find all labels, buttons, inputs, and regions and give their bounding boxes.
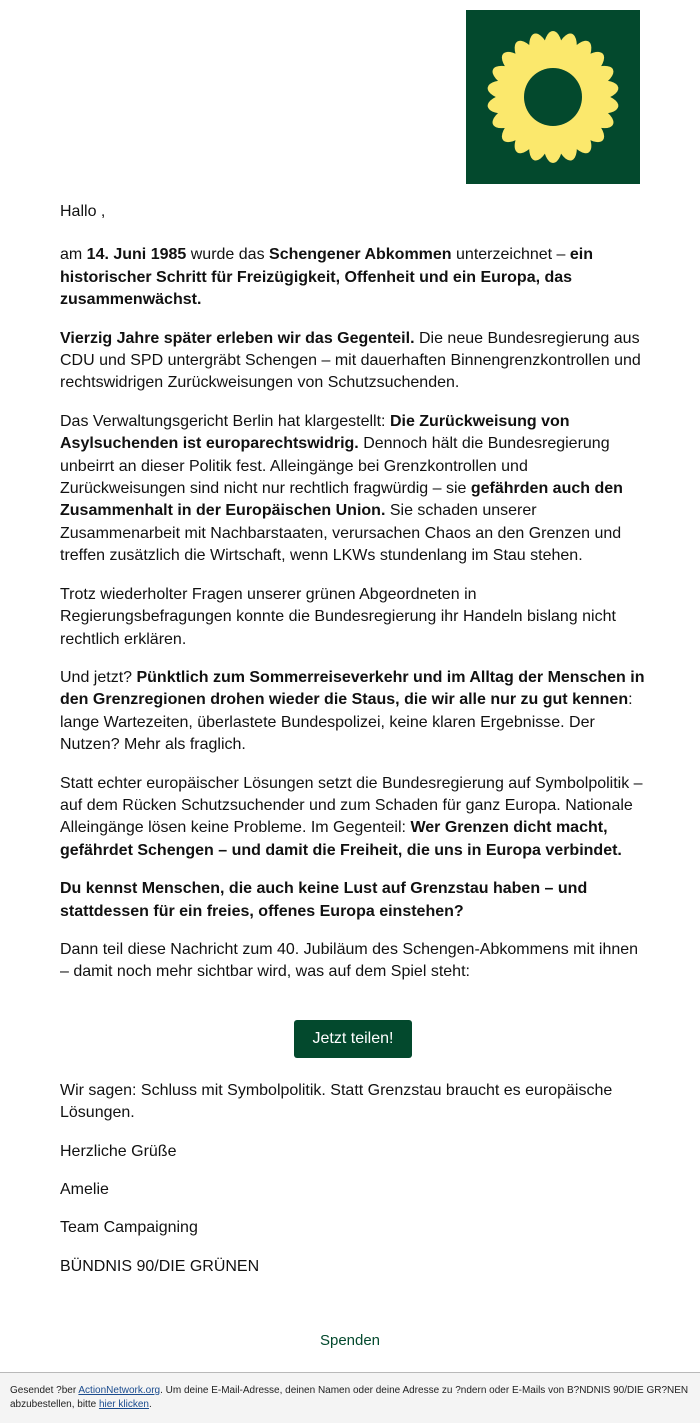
paragraph-7 xyxy=(60,878,646,923)
paragraph-7-emphasis: Du kennst Menschen, die auch keine Lust auf Grenzstau haben – und stattdessen für ein freies, offenes Europa einstehen? xyxy=(60,880,588,920)
email-body xyxy=(60,201,646,1294)
paragraph-1 xyxy=(60,244,646,311)
footer-text-2: . Um deine E-Mail-Adresse, deinen Namen oder deine Adresse zu ?ndern oder E-Mails von B?NDNIS 90/DIE GR?NEN abzubestellen, bitte xyxy=(10,1385,689,1410)
cta-container xyxy=(60,1020,646,1058)
greeting: Hallo , xyxy=(60,203,106,220)
paragraph-6-text: Statt echter europäischer Lösungen setzt die Bundesregierung auf Symbolpolitik – auf dem Rücken Schutzsuchender und zum Schaden für ganz Europa. Nationale Alleingänge lösen keine Probleme. Im Gegenteil: xyxy=(60,774,643,837)
donate-link[interactable]: Spenden xyxy=(319,1332,381,1349)
paragraph-2-emphasis: Vierzig Jahre später erleben wir das Gegenteil. xyxy=(60,329,415,347)
paragraph-1-date: 14. Juni 1985 xyxy=(86,246,187,264)
paragraph-3-text-2: Dennoch hält die Bundesregierung unbeirrt an dieser Politik fest. Alleingänge bei Grenzkontrollen und Zurückweisungen sind nicht nur rechtlich fragwürdig – sie xyxy=(60,435,610,498)
paragraph-6 xyxy=(60,773,646,863)
paragraph-3-text-3: Sie schaden unserer Zusammenarbeit mit Nachbarstaaten, verursachen Chaos an den Grenzen und treffen zusätzlich die Wirtschaft, wenn LKWs stundenlang im Stau stehen. xyxy=(60,502,622,565)
paragraph-4 xyxy=(60,584,646,651)
paragraph-3-text-1: Das Verwaltungsgericht Berlin hat klargestellt: xyxy=(60,412,390,430)
share-button[interactable]: Jetzt teilen! xyxy=(294,1020,413,1058)
donate-section xyxy=(0,1332,700,1349)
closing: Herzliche Grüße xyxy=(60,1142,177,1160)
paragraph-9 xyxy=(60,1080,646,1125)
organization-name: BÜNDNIS 90/DIE GRÜNEN xyxy=(60,1257,260,1275)
paragraph-1-text-3: unterzeichnet – xyxy=(451,246,570,264)
paragraph-2 xyxy=(60,328,646,395)
paragraph-3-emphasis-1: Die Zurückweisung von Asylsuchenden ist europarechtswidrig. xyxy=(60,412,570,453)
paragraph-5-text-2: : lange Wartezeiten, überlastete Bundespolizei, keine klaren Ergebnisse. Der Nutzen? Mehr als fraglich. xyxy=(60,691,633,754)
paragraph-1-text-2: wurde das xyxy=(186,246,270,264)
paragraph-8-text: Dann teil diese Nachricht zum 40. Jubiläum des Schengen-Abkommens mit ihnen – damit noch mehr sichtbar wird, was auf dem Spiel steht: xyxy=(60,940,639,981)
paragraph-1-schengen: Schengener Abkommen xyxy=(269,246,452,264)
sunflower-icon xyxy=(466,10,640,184)
signer-name: Amelie xyxy=(60,1181,109,1198)
paragraph-3 xyxy=(60,411,646,568)
paragraph-5-text-1: Und jetzt? xyxy=(60,668,137,686)
sunflower-center xyxy=(524,68,582,126)
sunflower-logo xyxy=(466,10,640,184)
unsubscribe-link[interactable]: hier klicken xyxy=(98,1399,149,1410)
paragraph-5 xyxy=(60,667,646,757)
footer-text-3: . xyxy=(148,1399,152,1410)
paragraph-6-emphasis: Wer Grenzen dicht macht, gefährdet Schengen – und damit die Freiheit, die uns in Europa verbindet. xyxy=(60,819,622,859)
paragraph-2-text: Die neue Bundesregierung aus CDU und SPD untergräbt Schengen – mit dauerhaften Binnengrenzkontrollen und rechtswidrigen Zurückweisungen von Schutzsuchenden. xyxy=(60,329,641,392)
footer xyxy=(0,1372,700,1423)
actionnetwork-link[interactable]: ActionNetwork.org xyxy=(78,1385,161,1396)
team-name: Team Campaigning xyxy=(60,1219,198,1237)
paragraph-1-emphasis: ein historischer Schritt für Freizügigkeit, Offenheit und ein Europa, das zusammenwächst. xyxy=(60,246,593,309)
paragraph-5-emphasis: Pünktlich zum Sommerreiseverkehr und im Alltag der Menschen in den Grenzregionen drohen wieder die Staus, die wir alle nur zu gut kennen xyxy=(60,668,645,709)
paragraph-1-text-1: am xyxy=(60,246,87,264)
footer-text-1: Gesendet ?ber xyxy=(10,1385,79,1396)
paragraph-8 xyxy=(60,939,646,984)
paragraph-3-emphasis-2: gefährden auch den Zusammenhalt in der Europäischen Union. xyxy=(60,480,623,520)
paragraph-4-text: Trotz wiederholter Fragen unserer grünen Abgeordneten in Regierungsbefragungen konnte die Bundesregierung ihr Handeln bislang nicht rechtlich erklären. xyxy=(60,585,616,648)
paragraph-9-text: Wir sagen: Schluss mit Symbolpolitik. Statt Grenzstau braucht es europäische Lösungen. xyxy=(60,1081,613,1122)
